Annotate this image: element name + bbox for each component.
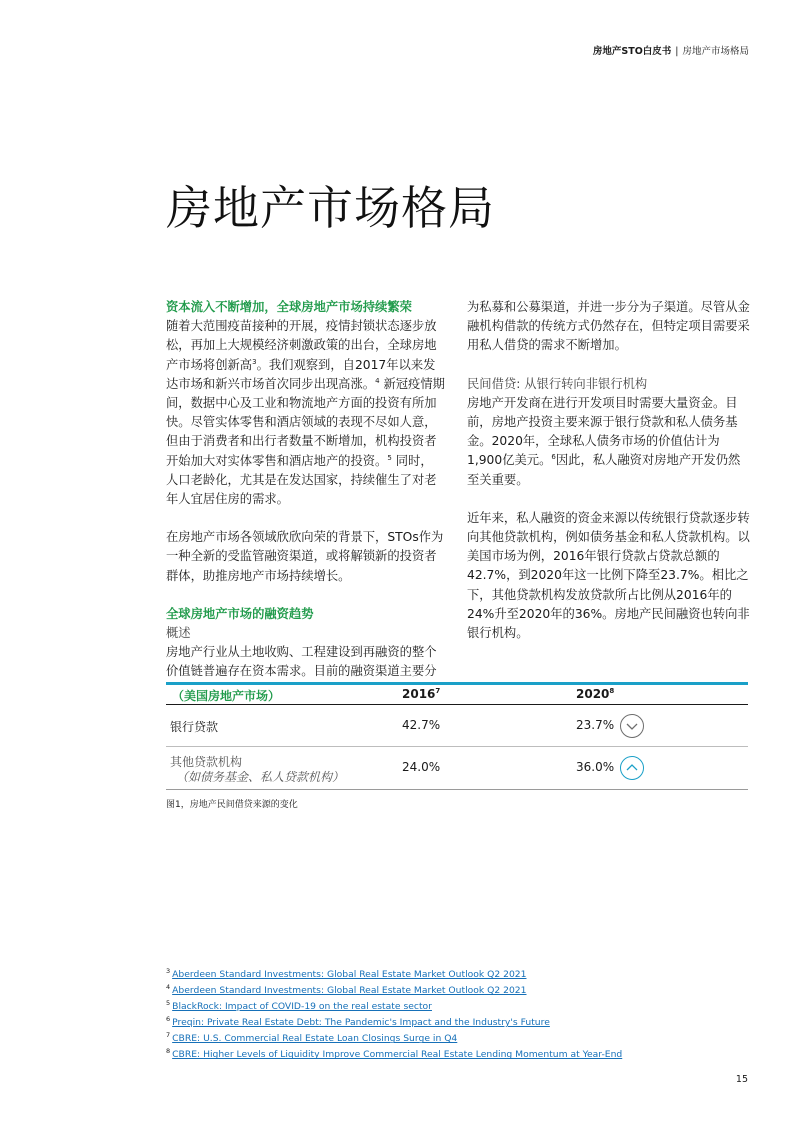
row-label: 银行贷款 xyxy=(170,720,219,734)
paragraph-developers: 房地产开发商在进行开发项目时需要大量资金。目前，房地产投资主要来源于银行贷款和私人债务基金。2020年，全球私人债务市场的价值估计为1,900亿美元。$^6$因此，私人融资对房地产开发仍然至关重要。 xyxy=(467,395,741,487)
footnote-ref-3[interactable]: 3 xyxy=(252,357,257,366)
footnote-link[interactable]: Aberdeen Standard Investments: Global Real Estate Market Outlook Q2 2021 xyxy=(172,985,527,997)
paragraph-market: 随着大范围疫苗接种的开展，疫情封锁状态逐步放松，再加上大规模经济刺激政策的出台，全球房地产市场将创新高$^3$。我们观察到，自2017年以来发达市场和新兴市场首次同步出现高涨。$^4$ 新冠疫情期间，数据中心及工业和物流地产方面的投资有所加快。尽管实体零售和酒店领域的表现不尽如人意， 但由于消费者和出行者数量不断增加，机构投资者开始加大对实体零售和酒店地产的投资。$^5$ 同时， 人口老龄化，尤其是在发达国家，持续催生了对老年人宜居住房的需求。 xyxy=(166,319,445,507)
footnote-link[interactable]: Aberdeen Standard Investments: Global Real Estate Market Outlook Q2 2021 xyxy=(172,969,527,980)
footnote-link[interactable]: Preqin: Private Real Estate Debt: The Pandemic's Impact and the Industry's Future xyxy=(172,1017,550,1029)
table-header xyxy=(166,682,748,705)
row-note: （如债务基金、私人贷款机构） xyxy=(176,770,345,784)
paragraph-stos: 在房地产市场各领域欣欣向荣的背景下，STOs作为一种全新的受监管融资渠道，或将解锁新的投资者群体，助推房地产市场持续增长。 xyxy=(166,530,444,583)
value-2020: 23.7% xyxy=(576,718,615,732)
footnote-link[interactable]: BlackRock: Impact of COVID-19 on the real estate sector xyxy=(172,1001,432,1013)
subheading-private-lending: 民间借贷: 从银行转向非银行机构 xyxy=(467,376,648,391)
value-2020: 36.0% xyxy=(576,760,615,774)
table-header-2016: 2016$^7$ xyxy=(402,687,441,701)
footnote-ref-5[interactable]: 5 xyxy=(387,453,392,462)
header-section: 房地产市场格局 xyxy=(682,46,749,57)
value-2016: 42.7% xyxy=(402,718,441,732)
header-doc-title: 房地产STO白皮书 xyxy=(592,46,672,57)
subheading-overview: 概述 xyxy=(166,626,191,641)
figure-caption: 图1，房地产民间借贷来源的变化 xyxy=(166,800,298,810)
table-row xyxy=(166,705,748,747)
footnote: $^6$ Preqin: Private Real Estate Debt: The Pandemic's Impact and the Industry's Future xyxy=(166,1015,550,1029)
paragraph-overview: 房地产行业从土地收购、工程建设到再融资的整个价值链普遍存在资本需求。目前的融资渠道主要分 xyxy=(166,645,437,679)
left-column xyxy=(166,298,447,682)
table-header-label: （美国房地产市场） xyxy=(172,689,281,703)
footnote: $^5$ BlackRock: Impact of COVID-19 on the real estate sector xyxy=(166,999,432,1013)
running-header xyxy=(593,43,749,57)
footnote: $^7$ CBRE: U.S. Commercial Real Estate Loan Closings Surge in Q4 xyxy=(166,1031,458,1045)
paragraph-channels: 为私募和公募渠道，并进一步分为子渠道。尽管从金融机构借款的传统方式仍然存在，但特定项目需要采用私人借贷的需求不断增加。 xyxy=(467,300,750,353)
footnote: $^4$ Aberdeen Standard Investments: Global Real Estate Market Outlook Q2 2021 xyxy=(166,983,527,997)
up-arrow-icon xyxy=(620,756,644,780)
header-separator: | xyxy=(675,46,679,57)
table-row xyxy=(166,747,748,790)
footnote-link[interactable]: CBRE: Higher Levels of Liquidity Improve Commercial Real Estate Lending Momentum at Year-End xyxy=(172,1049,623,1061)
section-heading-capital: 资本流入不断增加，全球房地产市场持续繁荣 xyxy=(166,300,412,314)
page-title: 房地产市场格局 xyxy=(166,181,495,235)
footnote-ref-4[interactable]: 4 xyxy=(375,376,380,385)
down-arrow-icon xyxy=(620,714,644,738)
section-heading-financing: 全球房地产市场的融资趋势 xyxy=(166,606,314,621)
footnote: $^8$ CBRE: Higher Levels of Liquidity Improve Commercial Real Estate Lending Momentum at Year-End xyxy=(166,1047,623,1061)
table-header-2020: 2020$^8$ xyxy=(576,687,615,701)
paragraph-shift: 近年来，私人融资的资金来源以传统银行贷款逐步转向其他贷款机构，例如债务基金和私人贷款机构。以美国市场为例，2016年银行贷款占贷款总额的42.7%，到2020年这一比例下降至23.7%。相比之下，其他贷款机构发放贷款所占比例从2016年的24%升至2020年的36%。房地产民间融资也转向非银行机构。 xyxy=(467,510,750,641)
footnote-link[interactable]: CBRE: U.S. Commercial Real Estate Loan Closings Surge in Q4 xyxy=(172,1033,458,1045)
footnote-ref-6[interactable]: 6 xyxy=(551,453,556,462)
row-label: 其他贷款机构 （如债务基金、私人贷款机构） xyxy=(170,755,345,784)
lending-source-table xyxy=(166,682,748,790)
page-number: 15 xyxy=(735,1074,748,1085)
right-column xyxy=(467,298,750,643)
footnotes xyxy=(166,967,622,1064)
footnote: $^3$ Aberdeen Standard Investments: Global Real Estate Market Outlook Q2 2021 xyxy=(166,966,527,980)
value-2016: 24.0% xyxy=(402,760,441,774)
